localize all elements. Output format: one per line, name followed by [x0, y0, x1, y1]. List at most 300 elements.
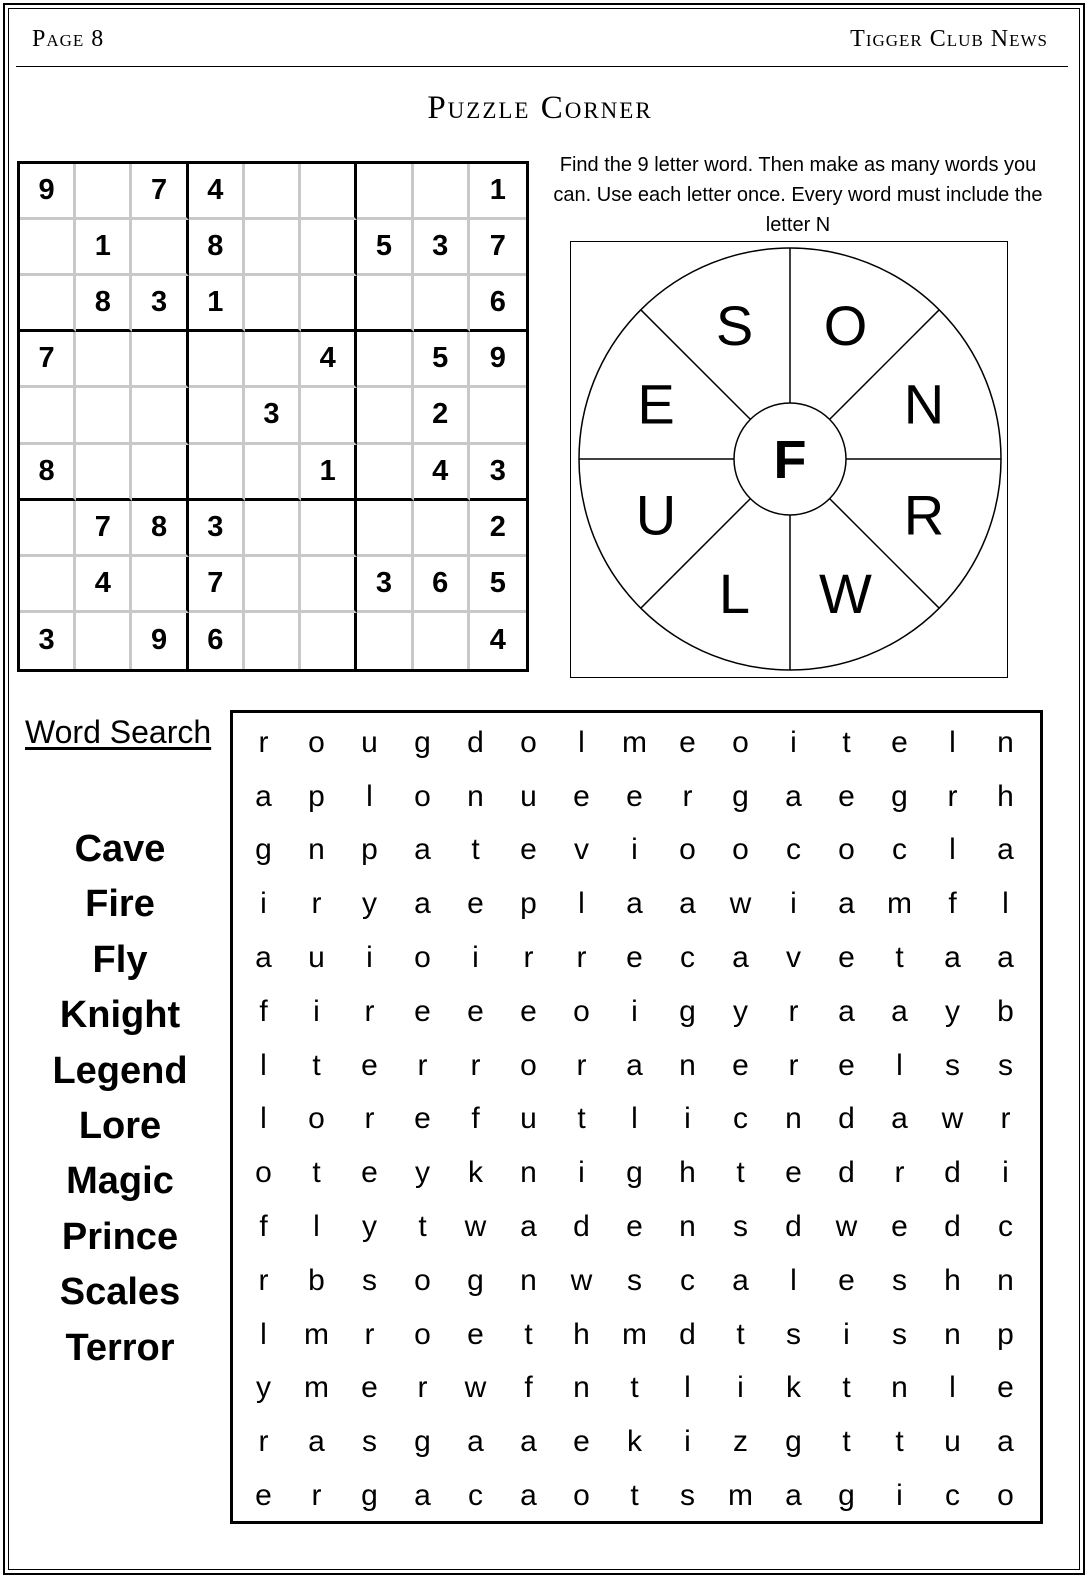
word-search-letter: o — [573, 1479, 590, 1513]
sudoku-cell: 7 — [20, 332, 76, 388]
sudoku-cell — [20, 220, 76, 276]
word-search-letter: g — [838, 1479, 855, 1513]
sudoku-cell — [20, 501, 76, 557]
sudoku-cell: 4 — [76, 557, 132, 613]
word-search-letter: o — [414, 779, 431, 813]
word-search-letter: f — [948, 887, 957, 921]
word-search-row — [237, 1146, 1032, 1200]
sudoku-cell — [357, 164, 413, 220]
sudoku-cell — [132, 332, 188, 388]
word-search-letter: e — [573, 1425, 590, 1459]
word-search-letter: i — [366, 941, 373, 975]
word-search-letter: e — [414, 994, 431, 1028]
word-search-letter: a — [626, 887, 643, 921]
word-search-letter: y — [362, 1210, 377, 1244]
word-search-letter: t — [895, 941, 904, 975]
word-search-letter: m — [622, 725, 647, 759]
sudoku-cell: 1 — [470, 164, 526, 220]
word-search-letter: a — [255, 779, 272, 813]
word-search-letter: r — [947, 779, 958, 813]
word-search-letter: n — [679, 1048, 696, 1082]
sudoku-cell — [132, 557, 188, 613]
word-search-letter: a — [997, 833, 1014, 867]
word-search-letter: v — [786, 941, 801, 975]
word-search-letter: r — [894, 1156, 905, 1190]
word-search-letter: e — [997, 1371, 1014, 1405]
word-wheel — [570, 241, 1008, 678]
word-search-letter: e — [467, 994, 484, 1028]
sudoku-cell: 1 — [301, 445, 357, 501]
word-search-letter: u — [308, 941, 325, 975]
wheel-letter: N — [903, 372, 945, 436]
word-search-letter: p — [361, 833, 378, 867]
sudoku-cell — [245, 501, 301, 557]
word-search-letter: n — [785, 1102, 802, 1136]
sudoku-cell — [414, 501, 470, 557]
word-search-letter: r — [364, 1102, 375, 1136]
word-search-letter: t — [418, 1210, 427, 1244]
word-search-letter: a — [467, 1425, 484, 1459]
sudoku-cell — [301, 557, 357, 613]
sudoku-cell — [245, 164, 301, 220]
word-search-letter: e — [626, 779, 643, 813]
word-search-letter: s — [892, 1263, 907, 1297]
word-search-letter: r — [311, 1479, 322, 1513]
sudoku-cell: 6 — [414, 557, 470, 613]
word-search-letter: l — [1002, 887, 1009, 921]
word-search-row — [237, 716, 1032, 770]
word-search-letter: h — [679, 1156, 696, 1190]
word-search-letter: w — [464, 1210, 487, 1244]
word-search-letter: g — [255, 833, 272, 867]
sudoku-cell — [301, 388, 357, 444]
word-search-letter: w — [835, 1210, 858, 1244]
sudoku-cell — [301, 276, 357, 332]
sudoku-cell — [132, 388, 188, 444]
word-search-letter: i — [684, 1102, 691, 1136]
word-search-letter: i — [1002, 1156, 1009, 1190]
word-search-letter: n — [891, 1371, 908, 1405]
word-search-word: Legend — [52, 1049, 188, 1092]
word-search-letter: a — [944, 941, 961, 975]
word-search-letter: o — [838, 833, 855, 867]
word-search-letter: i — [790, 725, 797, 759]
word-search-letter: h — [573, 1317, 590, 1351]
word-search-letter: e — [838, 779, 855, 813]
word-search-letter: w — [941, 1102, 964, 1136]
sudoku-cell: 7 — [470, 220, 526, 276]
word-search-letter: u — [361, 725, 378, 759]
word-search-row — [237, 985, 1032, 1039]
word-search-letter: p — [520, 887, 537, 921]
sudoku-cell — [245, 220, 301, 276]
word-search-letter: e — [891, 725, 908, 759]
sudoku-cell — [20, 276, 76, 332]
word-search-letter: t — [842, 1425, 851, 1459]
word-search-letter: u — [520, 1102, 537, 1136]
word-search-row — [237, 1415, 1032, 1469]
word-search-letter: t — [312, 1048, 321, 1082]
sudoku-cell — [189, 388, 245, 444]
page-number: Page 8 — [32, 26, 105, 52]
sudoku-cell: 3 — [470, 445, 526, 501]
word-search-letter: t — [842, 1371, 851, 1405]
word-search-letter: l — [260, 1048, 267, 1082]
word-search-letter: r — [258, 1263, 269, 1297]
sudoku-cell — [301, 164, 357, 220]
word-search-letter: d — [944, 1210, 961, 1244]
word-search-letter: o — [573, 994, 590, 1028]
word-search-letter: s — [786, 1317, 801, 1351]
word-search-letter: g — [626, 1156, 643, 1190]
sudoku-cell — [301, 613, 357, 669]
word-search-letter: a — [520, 1210, 537, 1244]
word-search-letter: r — [258, 725, 269, 759]
word-search-letter: p — [308, 779, 325, 813]
word-search-letter: a — [308, 1425, 325, 1459]
word-search-letter: f — [524, 1371, 533, 1405]
word-search-letter: u — [944, 1425, 961, 1459]
sudoku-cell — [301, 220, 357, 276]
word-wheel-instructions: Find the 9 letter word. Then make as many words you can. Use each letter once. Every word must include the letter N — [553, 154, 1043, 236]
word-search-letter: n — [679, 1210, 696, 1244]
sudoku-cell: 9 — [470, 332, 526, 388]
word-search-letter: a — [997, 941, 1014, 975]
word-search-letter: a — [785, 1479, 802, 1513]
word-search-letter: a — [838, 994, 855, 1028]
word-search-letter: e — [785, 1156, 802, 1190]
word-search-letter: g — [361, 1479, 378, 1513]
wheel-letter: E — [637, 372, 675, 436]
word-search-letter: g — [679, 994, 696, 1028]
word-search-letter: a — [520, 1425, 537, 1459]
word-search-letter: l — [260, 1102, 267, 1136]
word-search-letter: m — [304, 1317, 329, 1351]
word-search-letter: e — [361, 1048, 378, 1082]
word-search-letter: c — [998, 1210, 1013, 1244]
word-search-letter: l — [684, 1371, 691, 1405]
word-search-letter: u — [520, 779, 537, 813]
sudoku-cell — [470, 388, 526, 444]
sudoku-cell: 5 — [414, 332, 470, 388]
word-search-letter: e — [361, 1156, 378, 1190]
word-search-letter: n — [308, 833, 325, 867]
word-search-letter: r — [364, 994, 375, 1028]
sudoku-cell — [76, 613, 132, 669]
word-search-letter: h — [944, 1263, 961, 1297]
sudoku-cell: 4 — [189, 164, 245, 220]
sudoku-cell — [357, 501, 413, 557]
word-search-letter: e — [891, 1210, 908, 1244]
word-search-letter: s — [362, 1263, 377, 1297]
word-search-letter: g — [414, 1425, 431, 1459]
word-search-letter: r — [788, 1048, 799, 1082]
word-search-letter: o — [520, 725, 537, 759]
word-search-letter: r — [417, 1371, 428, 1405]
word-search-letter: s — [627, 1263, 642, 1297]
word-search-letter: a — [785, 779, 802, 813]
word-search-letter: g — [785, 1425, 802, 1459]
word-search-letter: n — [573, 1371, 590, 1405]
word-search-letter: i — [260, 887, 267, 921]
sudoku-cell — [76, 445, 132, 501]
sudoku-cell — [414, 276, 470, 332]
sudoku-cell: 3 — [357, 557, 413, 613]
sudoku-cell: 2 — [414, 388, 470, 444]
word-search-letter: f — [471, 1102, 480, 1136]
word-search-letter: g — [732, 779, 749, 813]
word-search-letter: d — [944, 1156, 961, 1190]
word-search-letter: l — [578, 887, 585, 921]
wheel-letter: R — [903, 483, 945, 547]
word-search-grid — [230, 710, 1043, 1524]
word-search-letter: v — [574, 833, 589, 867]
word-search-letter: o — [732, 833, 749, 867]
word-search-word: Knight — [59, 994, 181, 1037]
word-search-word: Terror — [65, 1326, 175, 1369]
word-search-letter: m — [887, 887, 912, 921]
word-search-letter: a — [414, 887, 431, 921]
word-search-letter: i — [631, 994, 638, 1028]
word-search-letter: b — [997, 994, 1014, 1028]
word-search-letter: a — [732, 941, 749, 975]
word-search-letter: e — [838, 1263, 855, 1297]
word-search-letter: t — [577, 1102, 586, 1136]
word-search-letter: n — [520, 1156, 537, 1190]
sudoku-cell: 5 — [470, 557, 526, 613]
word-search-letter: k — [468, 1156, 483, 1190]
sudoku-cell — [245, 445, 301, 501]
word-search-letter: o — [679, 833, 696, 867]
word-search-letter: i — [896, 1479, 903, 1513]
sudoku-cell — [245, 613, 301, 669]
sudoku-cell — [76, 332, 132, 388]
word-search-letter: e — [255, 1479, 272, 1513]
sudoku-grid — [17, 161, 529, 672]
wheel-letter: O — [823, 294, 868, 358]
sudoku-cell — [76, 388, 132, 444]
sudoku-cell: 8 — [189, 220, 245, 276]
word-search-letter: o — [414, 941, 431, 975]
word-search-title: Word Search — [25, 714, 212, 750]
word-search-letter: z — [733, 1425, 748, 1459]
word-search-row — [237, 770, 1032, 824]
sudoku-cell: 1 — [76, 220, 132, 276]
sudoku-cell: 3 — [20, 613, 76, 669]
word-search-letter: t — [842, 725, 851, 759]
word-search-letter: e — [838, 1048, 855, 1082]
word-search-letter: n — [467, 779, 484, 813]
word-search-letter: e — [520, 833, 537, 867]
word-search-letter: w — [570, 1263, 593, 1297]
word-search-letter: m — [728, 1479, 753, 1513]
sudoku-cell: 4 — [489, 624, 506, 657]
word-search-letter: l — [949, 1371, 956, 1405]
wheel-center-letter: F — [773, 430, 807, 490]
word-search-letter: t — [895, 1425, 904, 1459]
word-search-letter: r — [523, 941, 534, 975]
word-search-letter: w — [464, 1371, 487, 1405]
word-search-letter: s — [998, 1048, 1013, 1082]
word-search-letter: o — [732, 725, 749, 759]
wheel-letter: S — [715, 294, 754, 358]
word-search-letter: m — [622, 1317, 647, 1351]
sudoku-cell — [357, 445, 413, 501]
sudoku-cell: 3 — [189, 501, 245, 557]
word-search-letter: o — [997, 1479, 1014, 1513]
word-search-letter: r — [576, 941, 587, 975]
sudoku-cell: 3 — [245, 388, 301, 444]
word-search-letter: a — [414, 833, 431, 867]
sudoku-cell — [357, 276, 413, 332]
word-search-letter: e — [626, 941, 643, 975]
word-search-letter: c — [680, 1263, 695, 1297]
word-wheel-graphic — [571, 242, 1007, 677]
sudoku-cell: 7 — [76, 501, 132, 557]
word-search-letter: t — [630, 1371, 639, 1405]
word-search-letter: s — [362, 1425, 377, 1459]
word-search-letter: s — [733, 1210, 748, 1244]
word-search-letter: a — [520, 1479, 537, 1513]
sudoku-cell: 1 — [189, 276, 245, 332]
word-search-letter: t — [524, 1317, 533, 1351]
word-search-letter: l — [631, 1102, 638, 1136]
word-search-letter: l — [260, 1317, 267, 1351]
word-search-letter: y — [256, 1371, 271, 1405]
word-search-letter: h — [997, 779, 1014, 813]
word-search-word-list — [20, 822, 220, 1376]
sudoku-cell — [414, 164, 470, 220]
word-search-letter: o — [414, 1263, 431, 1297]
word-search-word: Scales — [59, 1271, 181, 1314]
word-search-letter: a — [732, 1263, 749, 1297]
word-search-letter: t — [630, 1479, 639, 1513]
word-search-letter: d — [838, 1156, 855, 1190]
word-search-letter: l — [790, 1263, 797, 1297]
word-search-letter: o — [308, 725, 325, 759]
word-search-row — [237, 1093, 1032, 1147]
word-search-letter: i — [313, 994, 320, 1028]
word-search-letter: e — [838, 941, 855, 975]
sudoku-cell: 2 — [470, 501, 526, 557]
word-search-letter: r — [364, 1317, 375, 1351]
publication-name: Tigger Club News — [850, 26, 1048, 52]
word-search-letter: r — [470, 1048, 481, 1082]
word-search-letter: i — [631, 833, 638, 867]
word-search-letter: i — [578, 1156, 585, 1190]
word-search-letter: y — [415, 1156, 430, 1190]
wheel-letter: W — [819, 561, 872, 625]
word-search-letter: e — [467, 887, 484, 921]
word-search-letter: t — [736, 1156, 745, 1190]
word-search-letter: f — [259, 994, 268, 1028]
word-search-letter: a — [891, 1102, 908, 1136]
word-search-row — [237, 1254, 1032, 1308]
wheel-letter: L — [718, 561, 751, 625]
word-search-row — [237, 877, 1032, 931]
sudoku-cell — [76, 164, 132, 220]
word-search-letter: d — [467, 725, 484, 759]
sudoku-cell: 5 — [357, 220, 413, 276]
word-search-letter: a — [679, 887, 696, 921]
word-search-letter: l — [949, 833, 956, 867]
sudoku-cell: 9 — [132, 613, 188, 669]
word-search-letter: d — [785, 1210, 802, 1244]
word-search-row — [237, 1308, 1032, 1362]
word-search-letter: n — [997, 725, 1014, 759]
word-search-letter: f — [259, 1210, 268, 1244]
sudoku-cell — [357, 613, 413, 669]
word-search-letter: o — [308, 1102, 325, 1136]
sudoku-cell — [189, 445, 245, 501]
sudoku-cell: 7 — [189, 557, 245, 613]
word-search-letter: d — [573, 1210, 590, 1244]
sudoku-cell: 4 — [301, 332, 357, 388]
word-search-letter: r — [258, 1425, 269, 1459]
word-search-letter: c — [945, 1479, 960, 1513]
sudoku-cell: 6 — [189, 613, 245, 669]
word-search-letter: w — [729, 887, 752, 921]
word-search-letter: t — [312, 1156, 321, 1190]
word-search-letter: r — [417, 1048, 428, 1082]
word-search-letter: r — [788, 994, 799, 1028]
word-search-letter: s — [945, 1048, 960, 1082]
sudoku-cell — [20, 388, 76, 444]
word-search-letter: t — [471, 833, 480, 867]
header-divider — [16, 66, 1068, 67]
word-search-word: Cave — [74, 828, 166, 870]
sudoku-cell — [189, 332, 245, 388]
sudoku-cell — [357, 332, 413, 388]
section-title: Puzzle Corner — [427, 90, 653, 126]
word-search-letter: y — [945, 994, 960, 1028]
word-search-letter: g — [891, 779, 908, 813]
word-search-row — [237, 824, 1032, 878]
sudoku-cell: 3 — [414, 220, 470, 276]
sudoku-cell — [132, 220, 188, 276]
sudoku-cell: 4 — [414, 445, 470, 501]
word-search-letter: l — [313, 1210, 320, 1244]
word-search-letter: d — [838, 1102, 855, 1136]
word-search-letter: c — [468, 1479, 483, 1513]
word-search-letter: y — [362, 887, 377, 921]
word-search-letter: i — [843, 1317, 850, 1351]
sudoku-cell: 3 — [132, 276, 188, 332]
word-search-letter: s — [892, 1317, 907, 1351]
word-search-letter: e — [679, 725, 696, 759]
word-search-letter: p — [997, 1317, 1014, 1351]
word-search-letter: o — [414, 1317, 431, 1351]
sudoku-cell — [245, 557, 301, 613]
sudoku-cell — [357, 388, 413, 444]
word-search-letter: c — [892, 833, 907, 867]
word-search-row — [237, 1039, 1032, 1093]
word-search-letter: l — [578, 725, 585, 759]
word-search-letter: a — [838, 887, 855, 921]
word-search-letter: r — [311, 887, 322, 921]
word-search-letter: e — [361, 1371, 378, 1405]
word-search-letter: i — [684, 1425, 691, 1459]
word-search-word: Lore — [78, 1104, 162, 1147]
word-search-letter: n — [520, 1263, 537, 1297]
word-search-letter: e — [732, 1048, 749, 1082]
word-search-letter: b — [308, 1263, 325, 1297]
word-search-letter: i — [790, 887, 797, 921]
word-search-letter: m — [304, 1371, 329, 1405]
word-search-letter: e — [414, 1102, 431, 1136]
word-search-letter: i — [472, 941, 479, 975]
word-search-word: Fly — [92, 938, 148, 981]
